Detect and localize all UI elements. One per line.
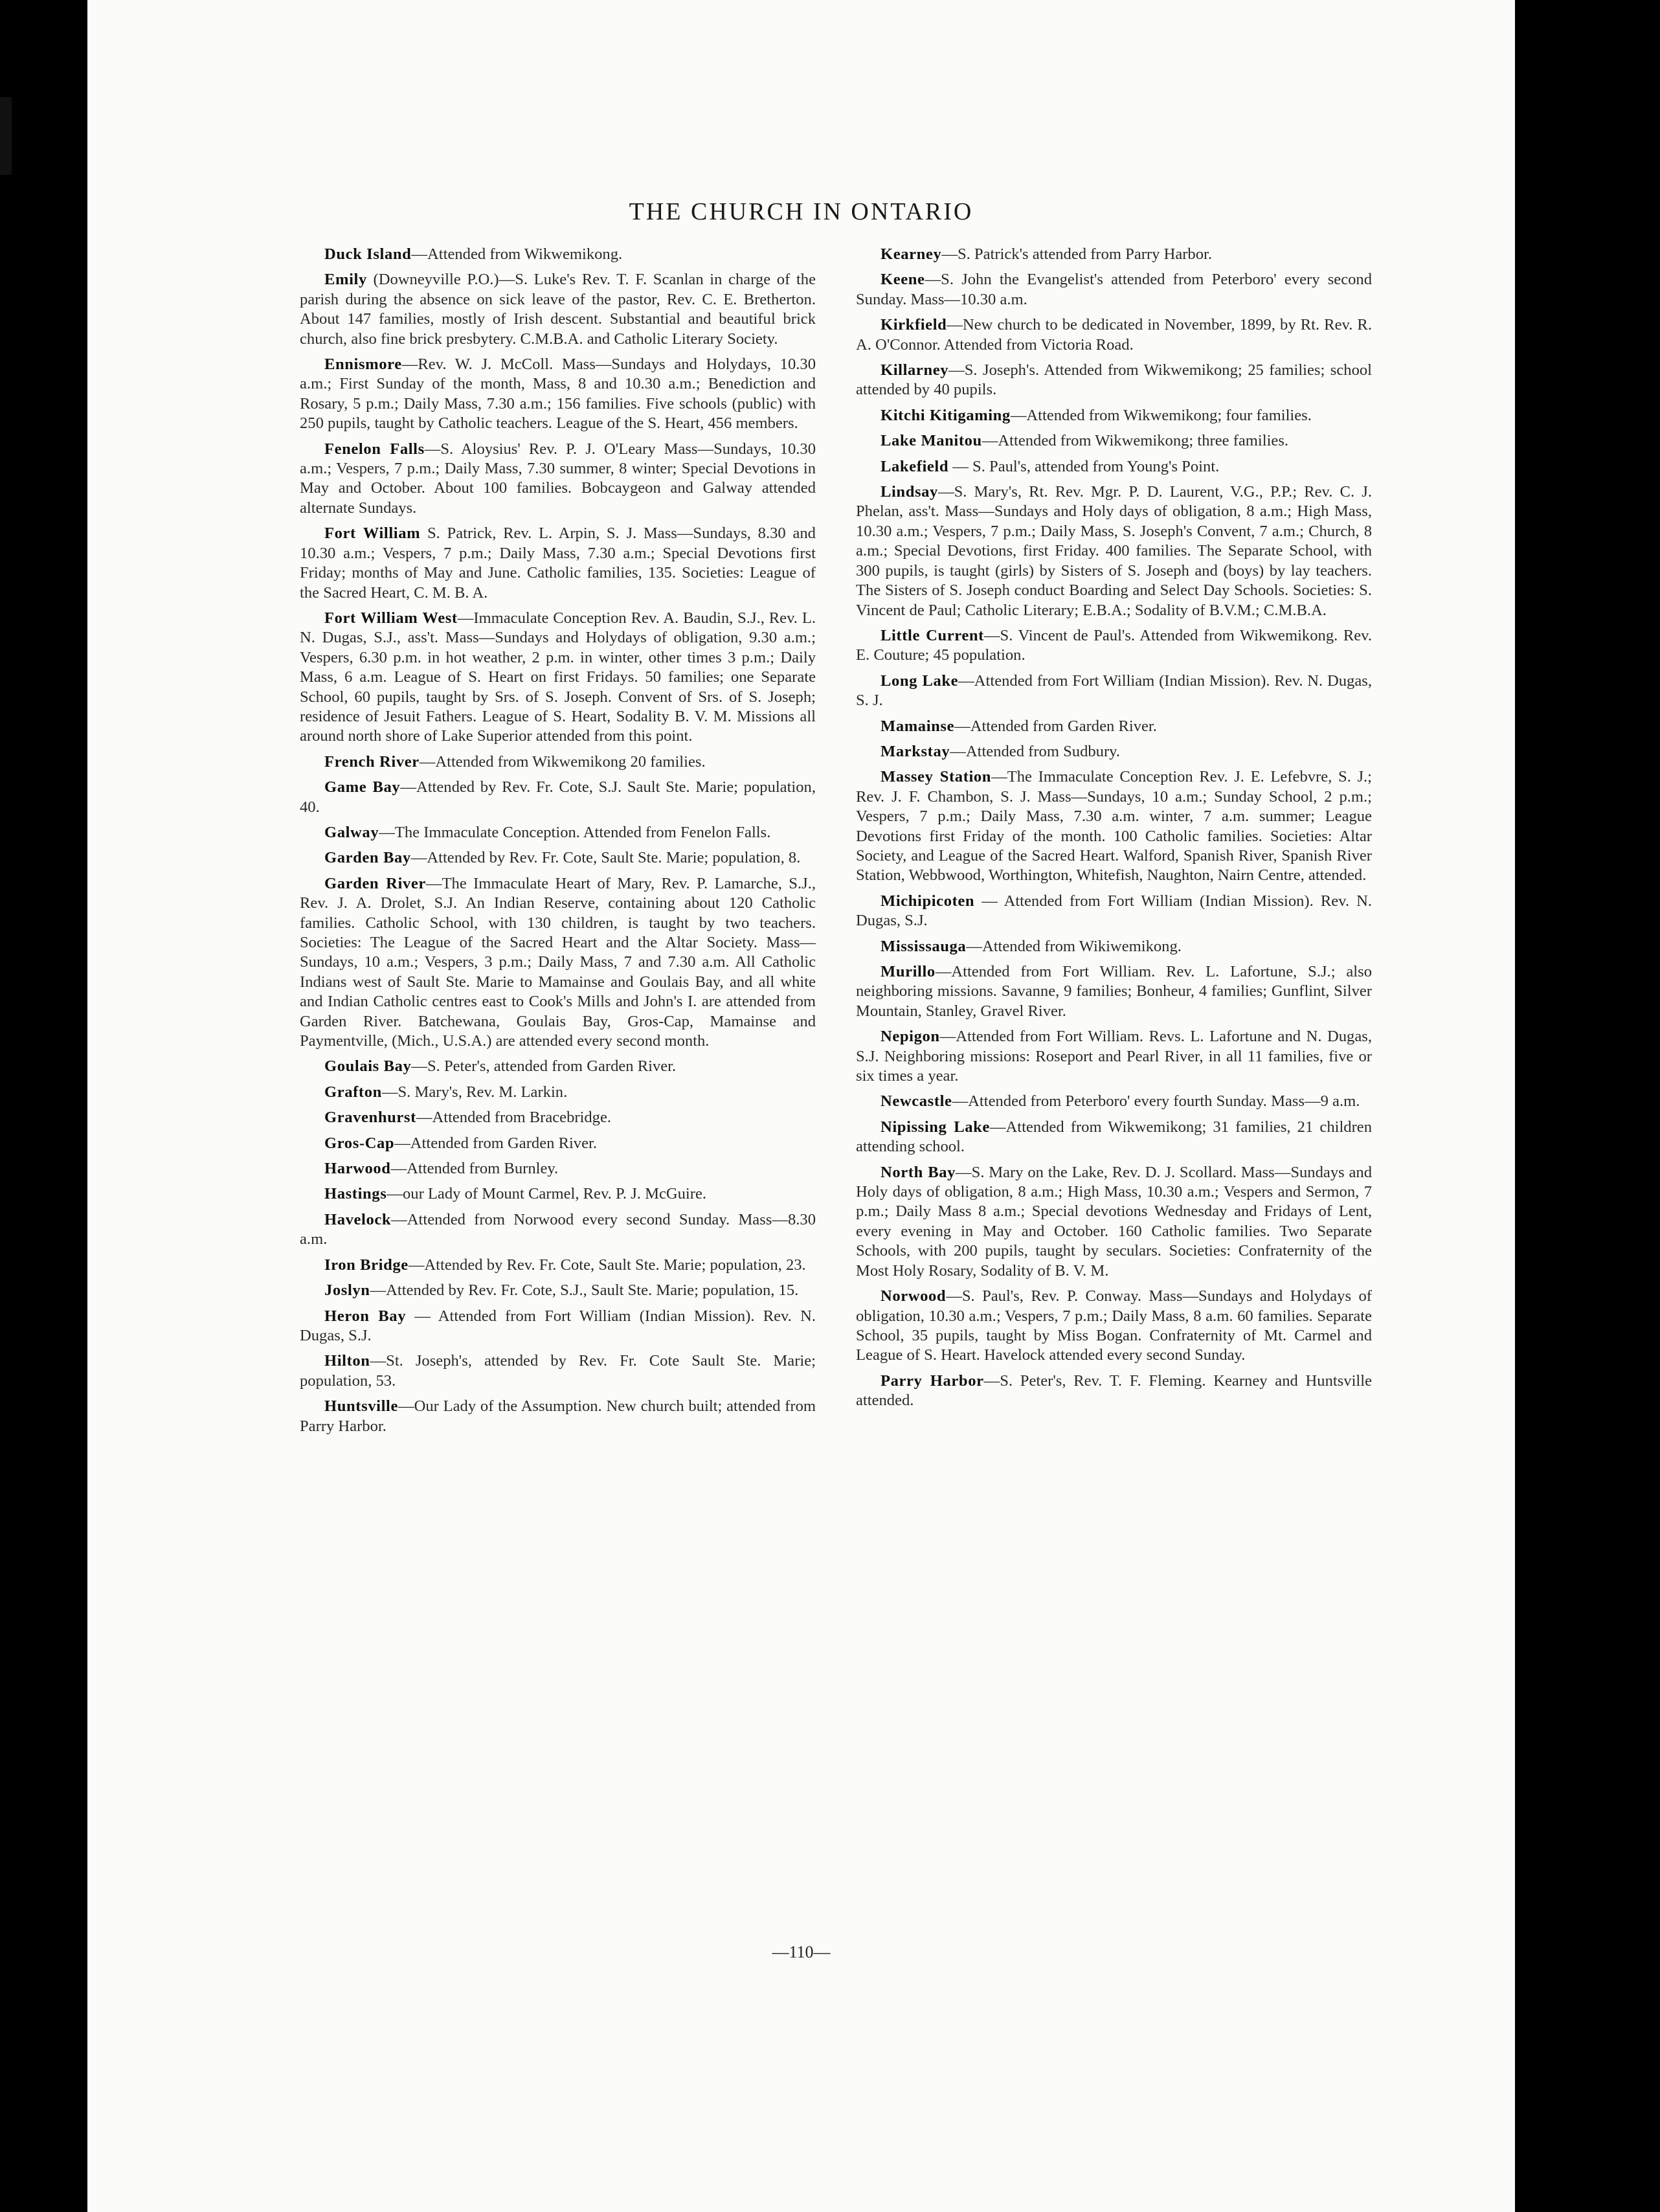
entry-place-name: Markstay <box>880 742 950 760</box>
entry-text: —New church to be dedicated in November, 1899, by Rt. Rev. R. A. O'Connor. Attended from Victoria Road. <box>856 316 1372 354</box>
directory-entry <box>300 440 816 519</box>
directory-entry <box>856 406 1372 425</box>
entry-text: —Attended from Fort William. Revs. L. Lafortune and N. Dugas, S.J. Neighboring missions: Roseport and Pearl River, in all 11 families, five or six times a year. <box>856 1028 1372 1085</box>
directory-entry <box>856 1027 1372 1086</box>
directory-entry <box>856 767 1372 885</box>
directory-entry <box>856 245 1372 264</box>
entry-text: —S. Paul's, Rev. P. Conway. Mass—Sundays and Holydays of obligation, 10.30 a.m.; Vespers, 7 p.m.; Daily Mass, 8 a.m. 60 families. Separate School, 35 pupils, taught by Miss Bogan. Confraternity of Mt. Carmel and League of S. Heart. Havelock attended every second Sunday. <box>856 1287 1372 1364</box>
entry-place-name: Fort William <box>324 525 421 543</box>
entry-text: —Attended from Garden River. <box>394 1134 598 1152</box>
directory-entry <box>300 848 816 868</box>
entry-text: —Attended from Wikwemikong; four families. <box>1010 406 1312 424</box>
entry-text: —our Lady of Mount Carmel, Rev. P. J. McGuire. <box>387 1185 707 1203</box>
directory-entry <box>856 937 1372 956</box>
directory-entry <box>856 315 1372 355</box>
entry-text: (Downeyville P.O.)—S. Luke's Rev. T. F. Scanlan in charge of the parish during the absence on sick leave of the pastor, Rev. C. E. Bretherton. About 147 families, mostly of Irish descent. Substantial and beautiful brick church, also fine brick presbytery. C.M.B.A. and Catholic Literary Society. <box>300 271 816 348</box>
entry-text: —Attended from Norwood every second Sunday. Mass—8.30 a.m. <box>300 1210 816 1248</box>
entry-text: —S. Peter's, Rev. T. F. Fleming. Kearney and Huntsville attended. <box>856 1371 1372 1410</box>
entry-text: —Attended by Rev. Fr. Cote, S.J., Sault Ste. Marie; population, 15. <box>370 1281 799 1300</box>
entry-text: —Attended from Burnley. <box>390 1160 559 1178</box>
left-column <box>300 245 816 1442</box>
entry-place-name: Keene <box>880 271 925 289</box>
entry-place-name: Long Lake <box>880 672 959 690</box>
directory-entry <box>856 1118 1372 1157</box>
directory-entry <box>856 457 1372 477</box>
entry-text: —Attended by Rev. Fr. Cote, S.J. Sault Ste. Marie; population, 40. <box>300 778 816 816</box>
directory-entry <box>300 874 816 1052</box>
entry-text: —The Immaculate Conception. Attended from Fenelon Falls. <box>379 823 771 841</box>
directory-entry <box>300 524 816 603</box>
entry-text: —S. Patrick's attended from Parry Harbor. <box>941 245 1213 263</box>
directory-entry <box>300 1134 816 1153</box>
entry-place-name: French River <box>324 752 420 771</box>
entry-place-name: Kirkfield <box>880 316 947 334</box>
entry-text: —Attended from Sudbury. <box>950 742 1121 760</box>
directory-entry <box>856 270 1372 310</box>
directory-entry <box>300 245 816 264</box>
directory-entry <box>856 626 1372 666</box>
directory-entry <box>856 361 1372 400</box>
directory-entry <box>300 609 816 747</box>
entry-place-name: Fenelon Falls <box>324 440 425 458</box>
entry-place-name: Garden Bay <box>324 849 411 867</box>
entry-place-name: Hastings <box>324 1185 387 1203</box>
entry-text: S. Patrick, Rev. L. Arpin, S. J. Mass—Sundays, 8.30 and 10.30 a.m.; Vespers, 7 p.m.; Daily Mass, 7.30 a.m.; Special Devotions first Friday; months of May and June. Catholic families, 135. Societies: League of the Sacred Heart, C. M. B. A. <box>300 525 816 602</box>
directory-entry <box>856 1371 1372 1411</box>
directory-entry <box>300 1057 816 1076</box>
directory-entry <box>300 270 816 349</box>
entry-place-name: Harwood <box>324 1160 391 1178</box>
entry-text: —Attended from Fort William. Rev. L. Lafortune, S.J.; also neighboring missions. Savanne, 9 families; Bonheur, 4 families; Gunflint, Silver Mountain, Stanley, Gravel River. <box>856 963 1372 1020</box>
entry-place-name: Gravenhurst <box>324 1109 416 1127</box>
directory-entry <box>300 1108 816 1127</box>
entry-text: —The Immaculate Heart of Mary, Rev. P. Lamarche, S.J., Rev. J. A. Drolet, S.J. An Indian Reserve, containing about 120 Catholic families. Catholic School, with 130 children, is taught by two teachers. Societies: The League of the Sacred Heart and the Altar Society. Mass—Sundays, 10 a.m.; Vespers, 3 p.m.; Daily Mass, 7 and 7.30 a.m. All Catholic Indians west of Sault Ste. Marie to Mamainse and Goulais Bay, and all white and Indian Catholic centres east to Cook's Mills and John's I. are attended from Garden River. Batchewana, Goulais Bay, Gros-Cap, Mamainse and Paymentville, (Mich., U.S.A.) are attended every second month. <box>300 874 816 1050</box>
entry-text: —St. Joseph's, attended by Rev. Fr. Cote Sault Ste. Marie; population, 53. <box>300 1352 816 1390</box>
entry-text: —Attended from Peterboro' every fourth Sunday. Mass—9 a.m. <box>952 1092 1360 1111</box>
entry-text: —Attended from Wikwemikong 20 families. <box>419 752 706 771</box>
directory-entry <box>856 892 1372 931</box>
entry-text: —Attended from Wikwemikong; three families. <box>981 432 1289 450</box>
entry-place-name: Joslyn <box>324 1281 370 1300</box>
entry-place-name: Norwood <box>880 1287 947 1305</box>
directory-entry <box>856 1092 1372 1111</box>
directory-entry <box>300 1307 816 1346</box>
right-column <box>856 245 1372 1417</box>
entry-place-name: Massey Station <box>880 768 992 786</box>
entry-text: — Attended from Fort William (Indian Mission). Rev. N. Dugas, S.J. <box>300 1307 816 1344</box>
entry-place-name: Lindsay <box>880 483 938 501</box>
entry-text: —S. Vincent de Paul's. Attended from Wikwemikong. Rev. E. Couture; 45 population. <box>856 626 1372 664</box>
entry-text: —Attended from Fort William (Indian Mission). Rev. N. Dugas, S. J. <box>856 672 1372 710</box>
entry-place-name: Lakefield <box>880 457 949 475</box>
entry-text: —S. Mary on the Lake, Rev. D. J. Scollard. Mass—Sundays and Holy days of obligation, 8 a.m.; High Mass, 10.30 a.m.; Vespers and Sermon, 7 p.m.; Daily Mass 8 a.m.; Special devotions Wednesday and Fridays of Lent, every evening in May and October. 160 Catholic families. Two Separate Schools, with 200 pupils, taught by seculars. Societies: Confraternity of the Most Holy Rosary, Sodality of B. V. M. <box>856 1163 1372 1280</box>
entry-text: —S. Peter's, attended from Garden River. <box>411 1057 677 1076</box>
directory-entry <box>300 355 816 434</box>
entry-text: —S. John the Evangelist's attended from Peterboro' every second Sunday. Mass—10.30 a.m. <box>856 271 1372 308</box>
directory-entry <box>300 1256 816 1275</box>
directory-entry <box>856 672 1372 711</box>
entry-place-name: Galway <box>324 823 379 841</box>
page-header: THE CHURCH IN ONTARIO <box>629 198 974 225</box>
entry-place-name: Emily <box>324 271 367 289</box>
page-number: —110— <box>772 1943 831 1961</box>
entry-text: —Immaculate Conception Rev. A. Baudin, S.J., Rev. L. N. Dugas, S.J., ass't. Mass—Sundays and Holydays of obligation, 9.30 a.m.; Vespers, 6.30 p.m. in hot weather, 2 p.m. in winter, other times 3 p.m.; Daily Mass, 6 a.m. League of S. Heart on first Fridays. 50 families; one Separate School, 60 pupils, taught by Srs. of S. Joseph. Convent of Srs. of S. Joseph; residence of Jesuit Fathers. League of S. Heart, Sodality B. V. M. Missions all around north shore of Lake Superior attended from this point. <box>300 609 816 745</box>
entry-place-name: Ennismore <box>324 356 402 374</box>
entry-place-name: North Bay <box>880 1163 956 1181</box>
entry-text: —S. Joseph's. Attended from Wikwemikong; 25 families; school attended by 40 pupils. <box>856 361 1372 399</box>
entry-text: —Our Lady of the Assumption. New church built; attended from Parry Harbor. <box>300 1397 816 1435</box>
entry-place-name: Hilton <box>324 1352 370 1370</box>
directory-entry <box>300 823 816 842</box>
entry-place-name: Goulais Bay <box>324 1057 412 1076</box>
entry-text: —Attended from Bracebridge. <box>416 1109 612 1127</box>
entry-place-name: Mamainse <box>880 717 955 735</box>
entry-text: —S. Aloysius' Rev. P. J. O'Leary Mass—Sundays, 10.30 a.m.; Vespers, 7 p.m.; Daily Mass, 7.30 summer, 8 winter; Special Devotions in May and October. About 100 families. Bobcaygeon and Galway attended alternate Sundays. <box>300 440 816 517</box>
document-page <box>87 0 1515 2212</box>
entry-text: —Attended from Wikwemikong. <box>411 245 623 263</box>
entry-place-name: Iron Bridge <box>324 1256 409 1274</box>
entry-text: —S. Mary's, Rt. Rev. Mgr. P. D. Laurent, V.G., P.P.; Rev. C. J. Phelan, ass't. Mass—Sundays and Holy days of obligation, 8 a.m.; High Mass, 10.30 a.m.; Vespers, 7 p.m.; Daily Mass, S. Joseph's Convent, 7 a.m.; Church, 8 a.m.; Special Devotions, first Friday. 400 families. The Separate School, with 300 pupils, is taught (girls) by Sisters of S. Joseph and (boys) by lay teachers. The Sisters of S. Joseph conduct Boarding and Select Day Schools. Societies: S. Vincent de Paul; Catholic Literary; E.B.A.; Sodality of B.V.M.; C.M.B.A. <box>856 483 1372 619</box>
entry-place-name: Duck Island <box>324 245 412 263</box>
entry-place-name: Kitchi Kitigaming <box>880 406 1011 424</box>
entry-place-name: Garden River <box>324 874 426 892</box>
scan-border-right <box>1515 0 1660 2212</box>
entry-text: —Attended from Wikwemikong; 31 families, 21 children attending school. <box>856 1118 1372 1156</box>
directory-entry <box>300 1083 816 1102</box>
entry-text: —Rev. W. J. McColl. Mass—Sundays and Holydays, 10.30 a.m.; First Sunday of the month, Mass, 8 and 10.30 a.m.; Benediction and Rosary, 5 p.m.; Daily Mass, 7.30 a.m.; 156 families. Five schools (public) with 250 pupils, taught by Catholic teachers. League of the S. Heart, 456 members. <box>300 356 816 433</box>
entry-place-name: Michipicoten <box>880 892 975 910</box>
entry-text: —Attended by Rev. Fr. Cote, Sault Ste. Marie; population, 23. <box>408 1256 806 1274</box>
directory-entry <box>300 1210 816 1250</box>
entry-place-name: Havelock <box>324 1210 392 1228</box>
entry-place-name: Gros-Cap <box>324 1134 395 1152</box>
directory-entry <box>300 778 816 817</box>
entry-place-name: Game Bay <box>324 778 401 796</box>
directory-entry <box>300 752 816 772</box>
directory-entry <box>856 1287 1372 1366</box>
entry-place-name: Newcastle <box>880 1092 952 1111</box>
entry-text: — S. Paul's, attended from Young's Point. <box>948 457 1220 475</box>
entry-place-name: Nipissing Lake <box>880 1118 990 1136</box>
directory-entry <box>856 431 1372 451</box>
directory-entry <box>300 1397 816 1436</box>
entry-place-name: Lake Manitou <box>880 432 982 450</box>
scan-border-left <box>0 97 12 175</box>
entry-text: —Attended by Rev. Fr. Cote, Sault Ste. Marie; population, 8. <box>410 849 801 867</box>
directory-entry <box>856 742 1372 762</box>
directory-entry <box>856 1163 1372 1281</box>
entry-text: —The Immaculate Conception Rev. J. E. Lefebvre, S. J.; Rev. J. F. Chambon, S. J. Mass—Sundays, 10 a.m.; Sunday School, 2 p.m.; Vespers, 7 p.m.; Daily Mass, 7.30 a.m. winter, 7 a.m. summer; League Devotions first Friday of the month. 100 Catholic families. Societies: Altar Society, and League of the Sacred Heart. Walford, Spanish River, Spanish River Station, Webbwood, Worthington, Whitefish, Naughton, Nairn Centre, attended. <box>856 768 1372 885</box>
entry-text: —Attended from Garden River. <box>954 717 1157 735</box>
entry-text: —Attended from Wikiwemikong. <box>966 937 1182 955</box>
entry-place-name: Kearney <box>880 245 942 263</box>
directory-entry <box>856 717 1372 736</box>
entry-place-name: Parry Harbor <box>880 1371 984 1390</box>
entry-place-name: Heron Bay <box>324 1307 407 1325</box>
directory-entry <box>856 482 1372 620</box>
entry-place-name: Killarney <box>880 361 949 379</box>
directory-entry <box>300 1351 816 1391</box>
entry-text: —S. Mary's, Rev. M. Larkin. <box>381 1083 568 1101</box>
directory-entry <box>300 1281 816 1300</box>
entry-place-name: Murillo <box>880 963 936 980</box>
directory-entry <box>856 962 1372 1021</box>
entry-place-name: Grafton <box>324 1083 382 1101</box>
directory-entry <box>300 1159 816 1179</box>
entry-place-name: Mississauga <box>880 937 967 955</box>
entry-place-name: Little Current <box>880 626 984 644</box>
entry-text: — Attended from Fort William (Indian Mission). Rev. N. Dugas, S.J. <box>856 892 1372 930</box>
directory-entry <box>300 1184 816 1204</box>
entry-place-name: Fort William West <box>324 609 458 627</box>
entry-place-name: Nepigon <box>880 1028 940 1046</box>
entry-place-name: Huntsville <box>324 1397 398 1416</box>
